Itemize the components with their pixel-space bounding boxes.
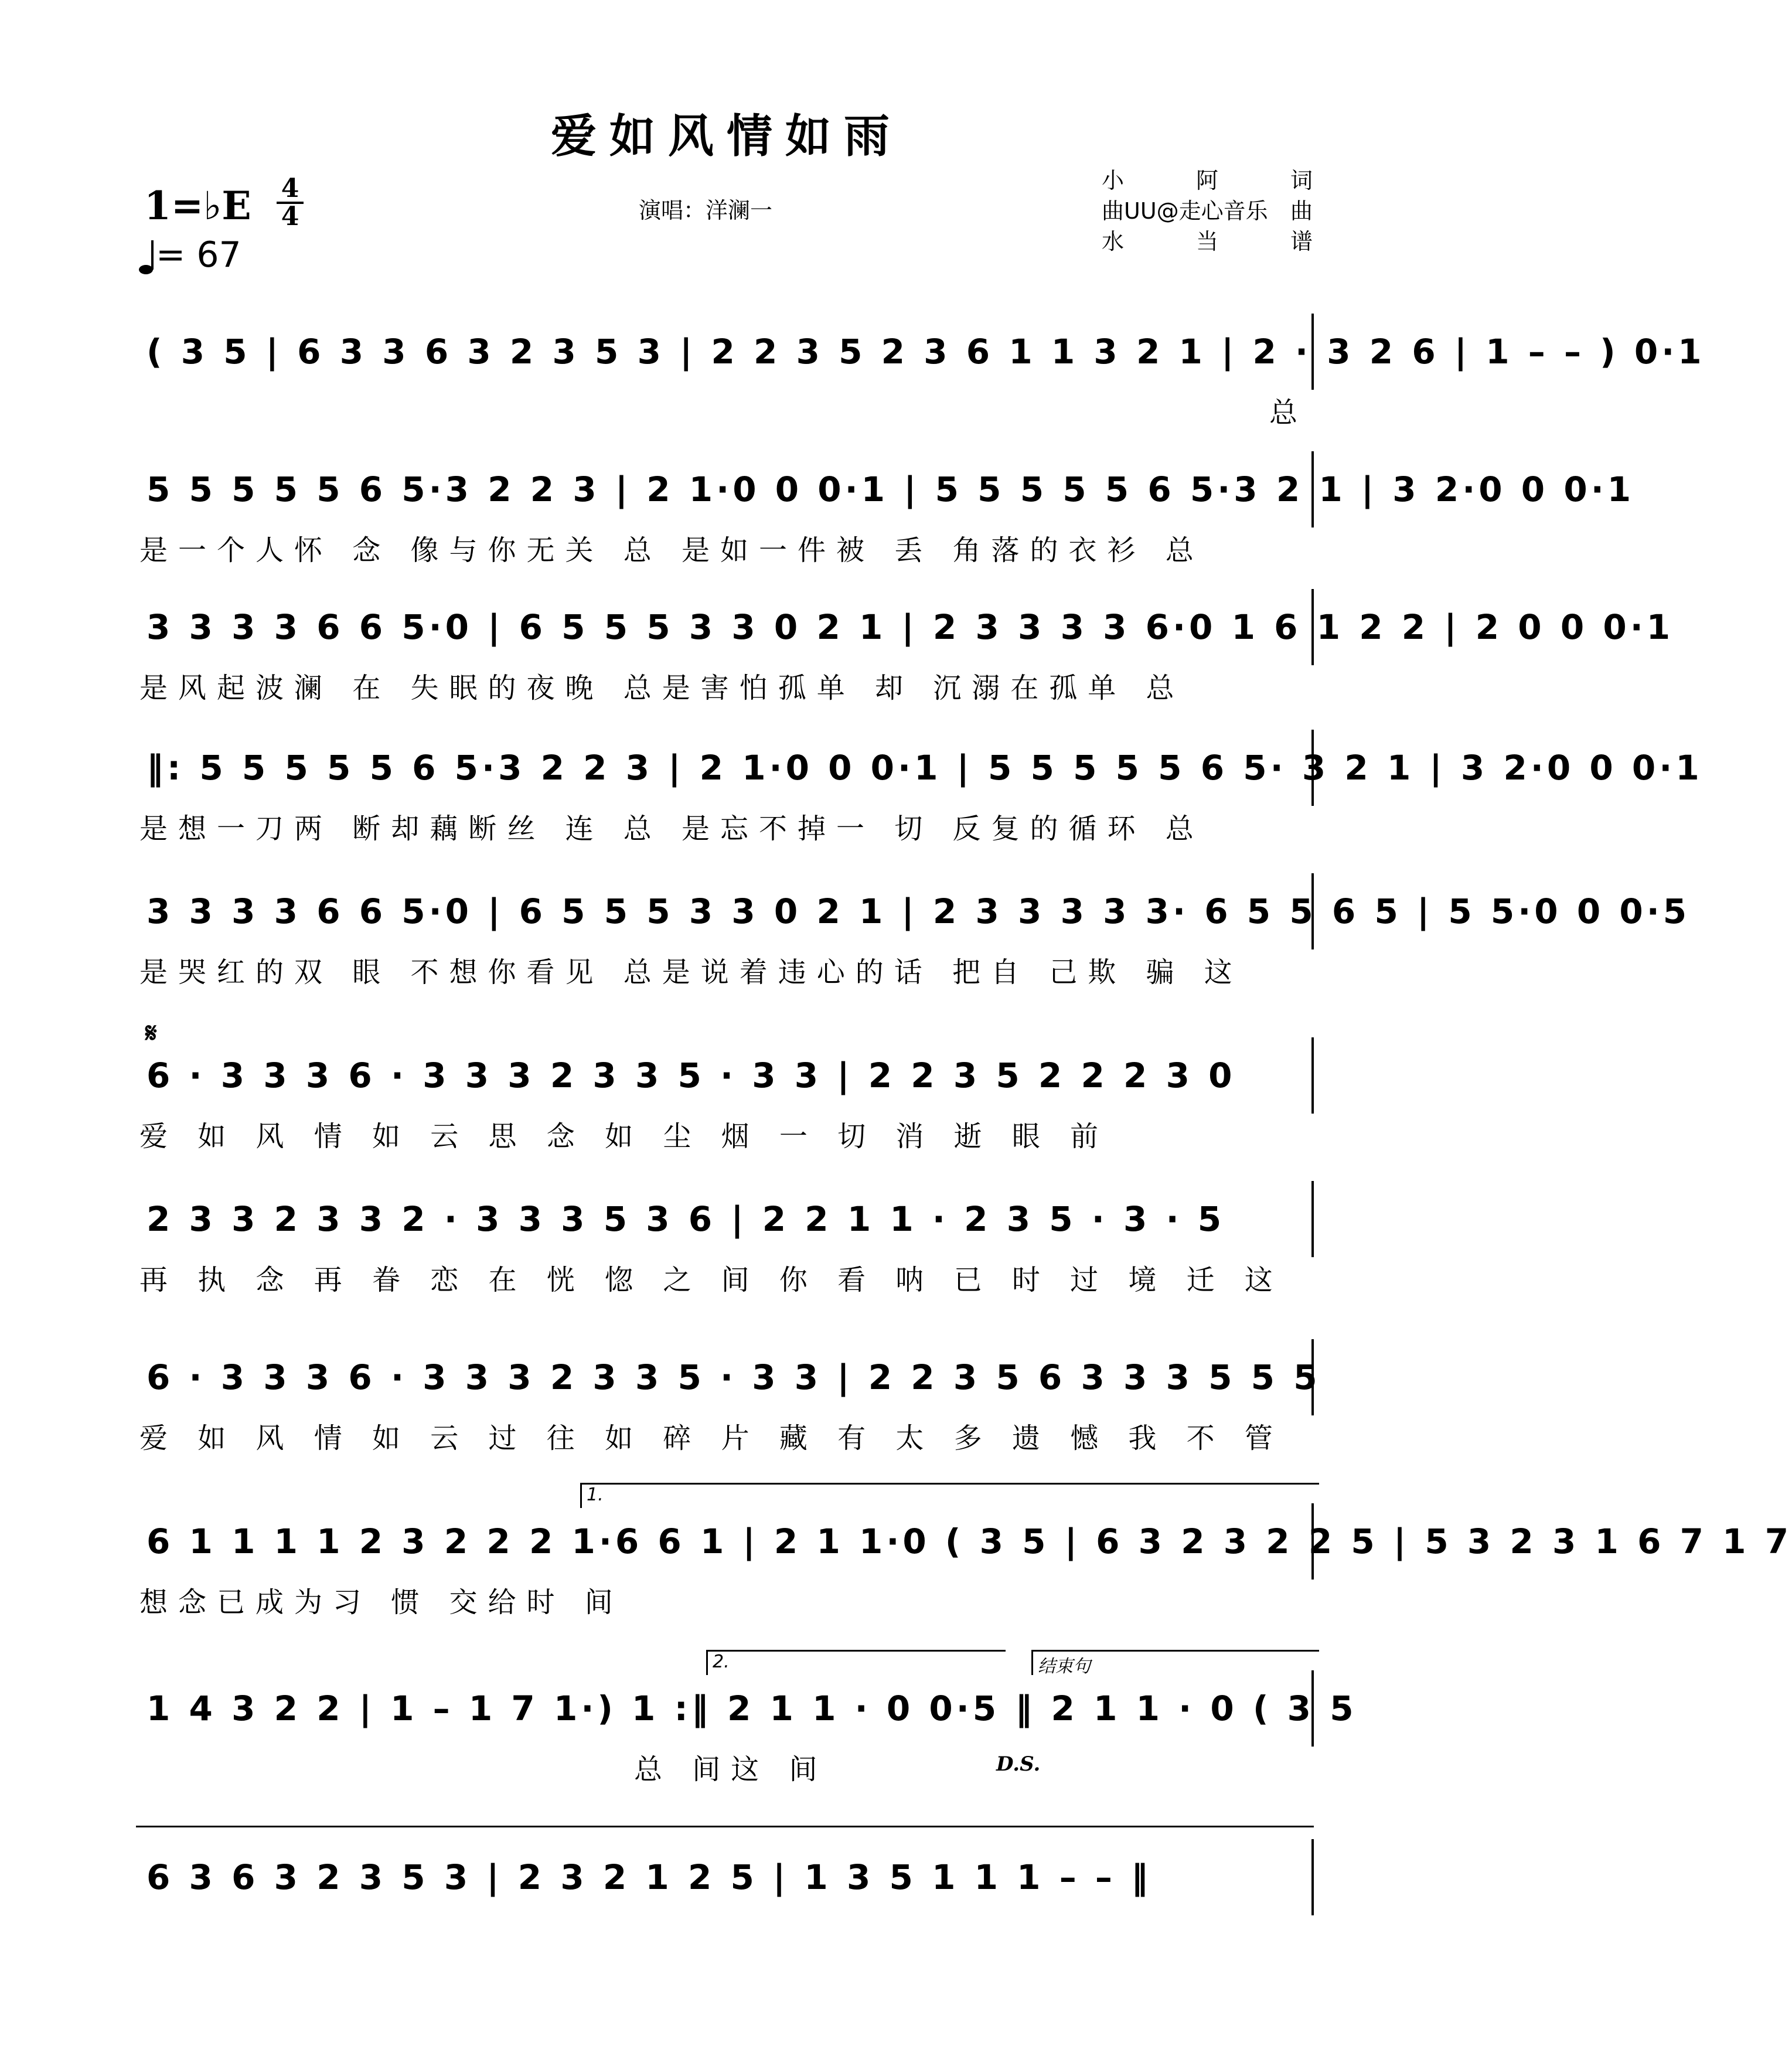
score-line-9 (136, 1503, 1792, 1621)
lyric-row: 是风起波澜 在 失眠的夜晚 总是害怕孤单 却 沉溺在孤单 总 (139, 672, 1185, 704)
tempo-marking (138, 234, 241, 275)
score-line-1 (136, 314, 1705, 431)
song-title: 爱如风情如雨 (550, 110, 902, 163)
score-line-10 (136, 1670, 1357, 1788)
lyric-row: 爱 如 风 情 如 云 过 往 如 碎 片 藏 有 太 多 遗 憾 我 不 管 (139, 1422, 1283, 1455)
notes-row: 6 · 3 3 3 6 · 3 3 3 2 3 3 5 · 3 3 | 2 2 3 5 2 2 2 3 0 (136, 1037, 1314, 1114)
score-line-3 (136, 589, 1674, 706)
lyric-row: 总 间这 间 (634, 1753, 828, 1786)
lyric-row: 爱 如 风 情 如 云 思 念 如 尘 烟 一 切 消 逝 眼 前 (139, 1120, 1109, 1153)
volta-2-bracket: 2. (706, 1650, 1006, 1675)
time-signature-top: 4 (281, 173, 299, 203)
notes-row: 2 3 3 2 3 3 2 · 3 3 3 5 3 6 | 2 2 1 1 · 2 3 5 · 3 · 5 (136, 1181, 1314, 1257)
notes-row: 6 · 3 3 3 6 · 3 3 3 2 3 3 5 · 3 3 | 2 2 3 5 6 3 3 3 5 5 5 (136, 1339, 1314, 1415)
score-line-7 (136, 1181, 1314, 1298)
notes-row: 3 3 3 3 6 6 5·0 | 6 5 5 5 3 3 0 2 1 | 2 3 3 3 3 6·0 1 6 1 2 2 | 2 0 0 0·1 (136, 589, 1314, 665)
notes-row: 5 5 5 5 5 6 5·3 2 2 3 | 2 1·0 0 0·1 | 5 5 5 5 5 6 5·3 2 1 | 3 2·0 0 0·1 (136, 451, 1314, 527)
ending-phrase-label: 结束句 (1031, 1650, 1319, 1675)
key-signature: 1=♭E (144, 183, 251, 229)
lyric-row: 总 (1269, 396, 1308, 429)
composer-credit: 曲UU@走心音乐 曲 (1102, 198, 1313, 224)
dal-segno-marking: D.S. (996, 1752, 1041, 1776)
lyric-row: 想念已成为习 惯 交给时 间 (139, 1586, 624, 1619)
time-signature (275, 173, 305, 232)
lyric-row: 再 执 念 再 眷 恋 在 恍 惚 之 间 你 看 呐 已 时 过 境 迁 这 (139, 1264, 1283, 1296)
notes-row: 6 1 1 1 1 2 3 2 2 2 1·6 6 1 | 2 1 1·0 ( 3 5 | 6 3 2 3 2 2 5 | 5 3 2 3 1 6 7 1 7 (136, 1503, 1314, 1580)
score-line-11 (136, 1826, 1314, 1915)
singer-credit: 演唱：洋澜一 (639, 198, 773, 223)
time-signature-bottom: 4 (281, 202, 299, 232)
notes-row: ( 3 5 | 6 3 3 6 3 2 3 5 3 | 2 2 3 5 2 3 6 1 1 3 2 1 | 2 · 3 2 6 | 1 – – ) 0·1 (136, 314, 1314, 390)
score-line-6 (136, 1037, 1314, 1155)
notes-row: 3 3 3 3 6 6 5·0 | 6 5 5 5 3 3 0 2 1 | 2 3 3 3 3 3· 6 5 5 6 5 | 5 5·0 0 0·5 (136, 873, 1314, 949)
score-line-8 (136, 1339, 1321, 1456)
lyricist-credit: 小 阿 词 (1102, 168, 1313, 193)
credits (1102, 165, 1313, 257)
lyric-row: 是一个人怀 念 像与你无关 总 是如一件被 丢 角落的衣衫 总 (139, 534, 1204, 567)
lyric-row: 是想一刀两 断却藕断丝 连 总 是忘不掉一 切 反复的循环 总 (139, 812, 1204, 845)
notes-row: 1 4 3 2 2 | 1 – 1 7 1·) 1 :‖ 2 1 1 · 0 0·5 ‖ 2 1 1 · 0 ( 3 5 (136, 1670, 1314, 1747)
notes-row: ‖: 5 5 5 5 5 6 5·3 2 2 3 | 2 1·0 0 0·1 | 5 5 5 5 5 6 5· 3 2 1 | 3 2·0 0 0·1 (136, 730, 1314, 806)
lyric-row: 是哭红的双 眼 不想你看见 总是说着违心的话 把自 己欺 骗 这 (139, 956, 1243, 989)
quarter-note-icon (138, 238, 156, 275)
notes-row: 6 3 6 3 2 3 5 3 | 2 3 2 1 2 5 | 1 3 5 1 1 1 – – ‖ (136, 1839, 1314, 1915)
tempo-value: = 67 (156, 234, 241, 275)
transcriber-credit: 水 当 谱 (1102, 229, 1313, 254)
score-line-5 (136, 873, 1691, 990)
segno-icon: 𝄋 (145, 1017, 157, 1049)
score-line-4 (136, 730, 1703, 847)
volta-1-bracket: 1. (580, 1483, 1319, 1508)
score-line-2 (136, 451, 1635, 569)
